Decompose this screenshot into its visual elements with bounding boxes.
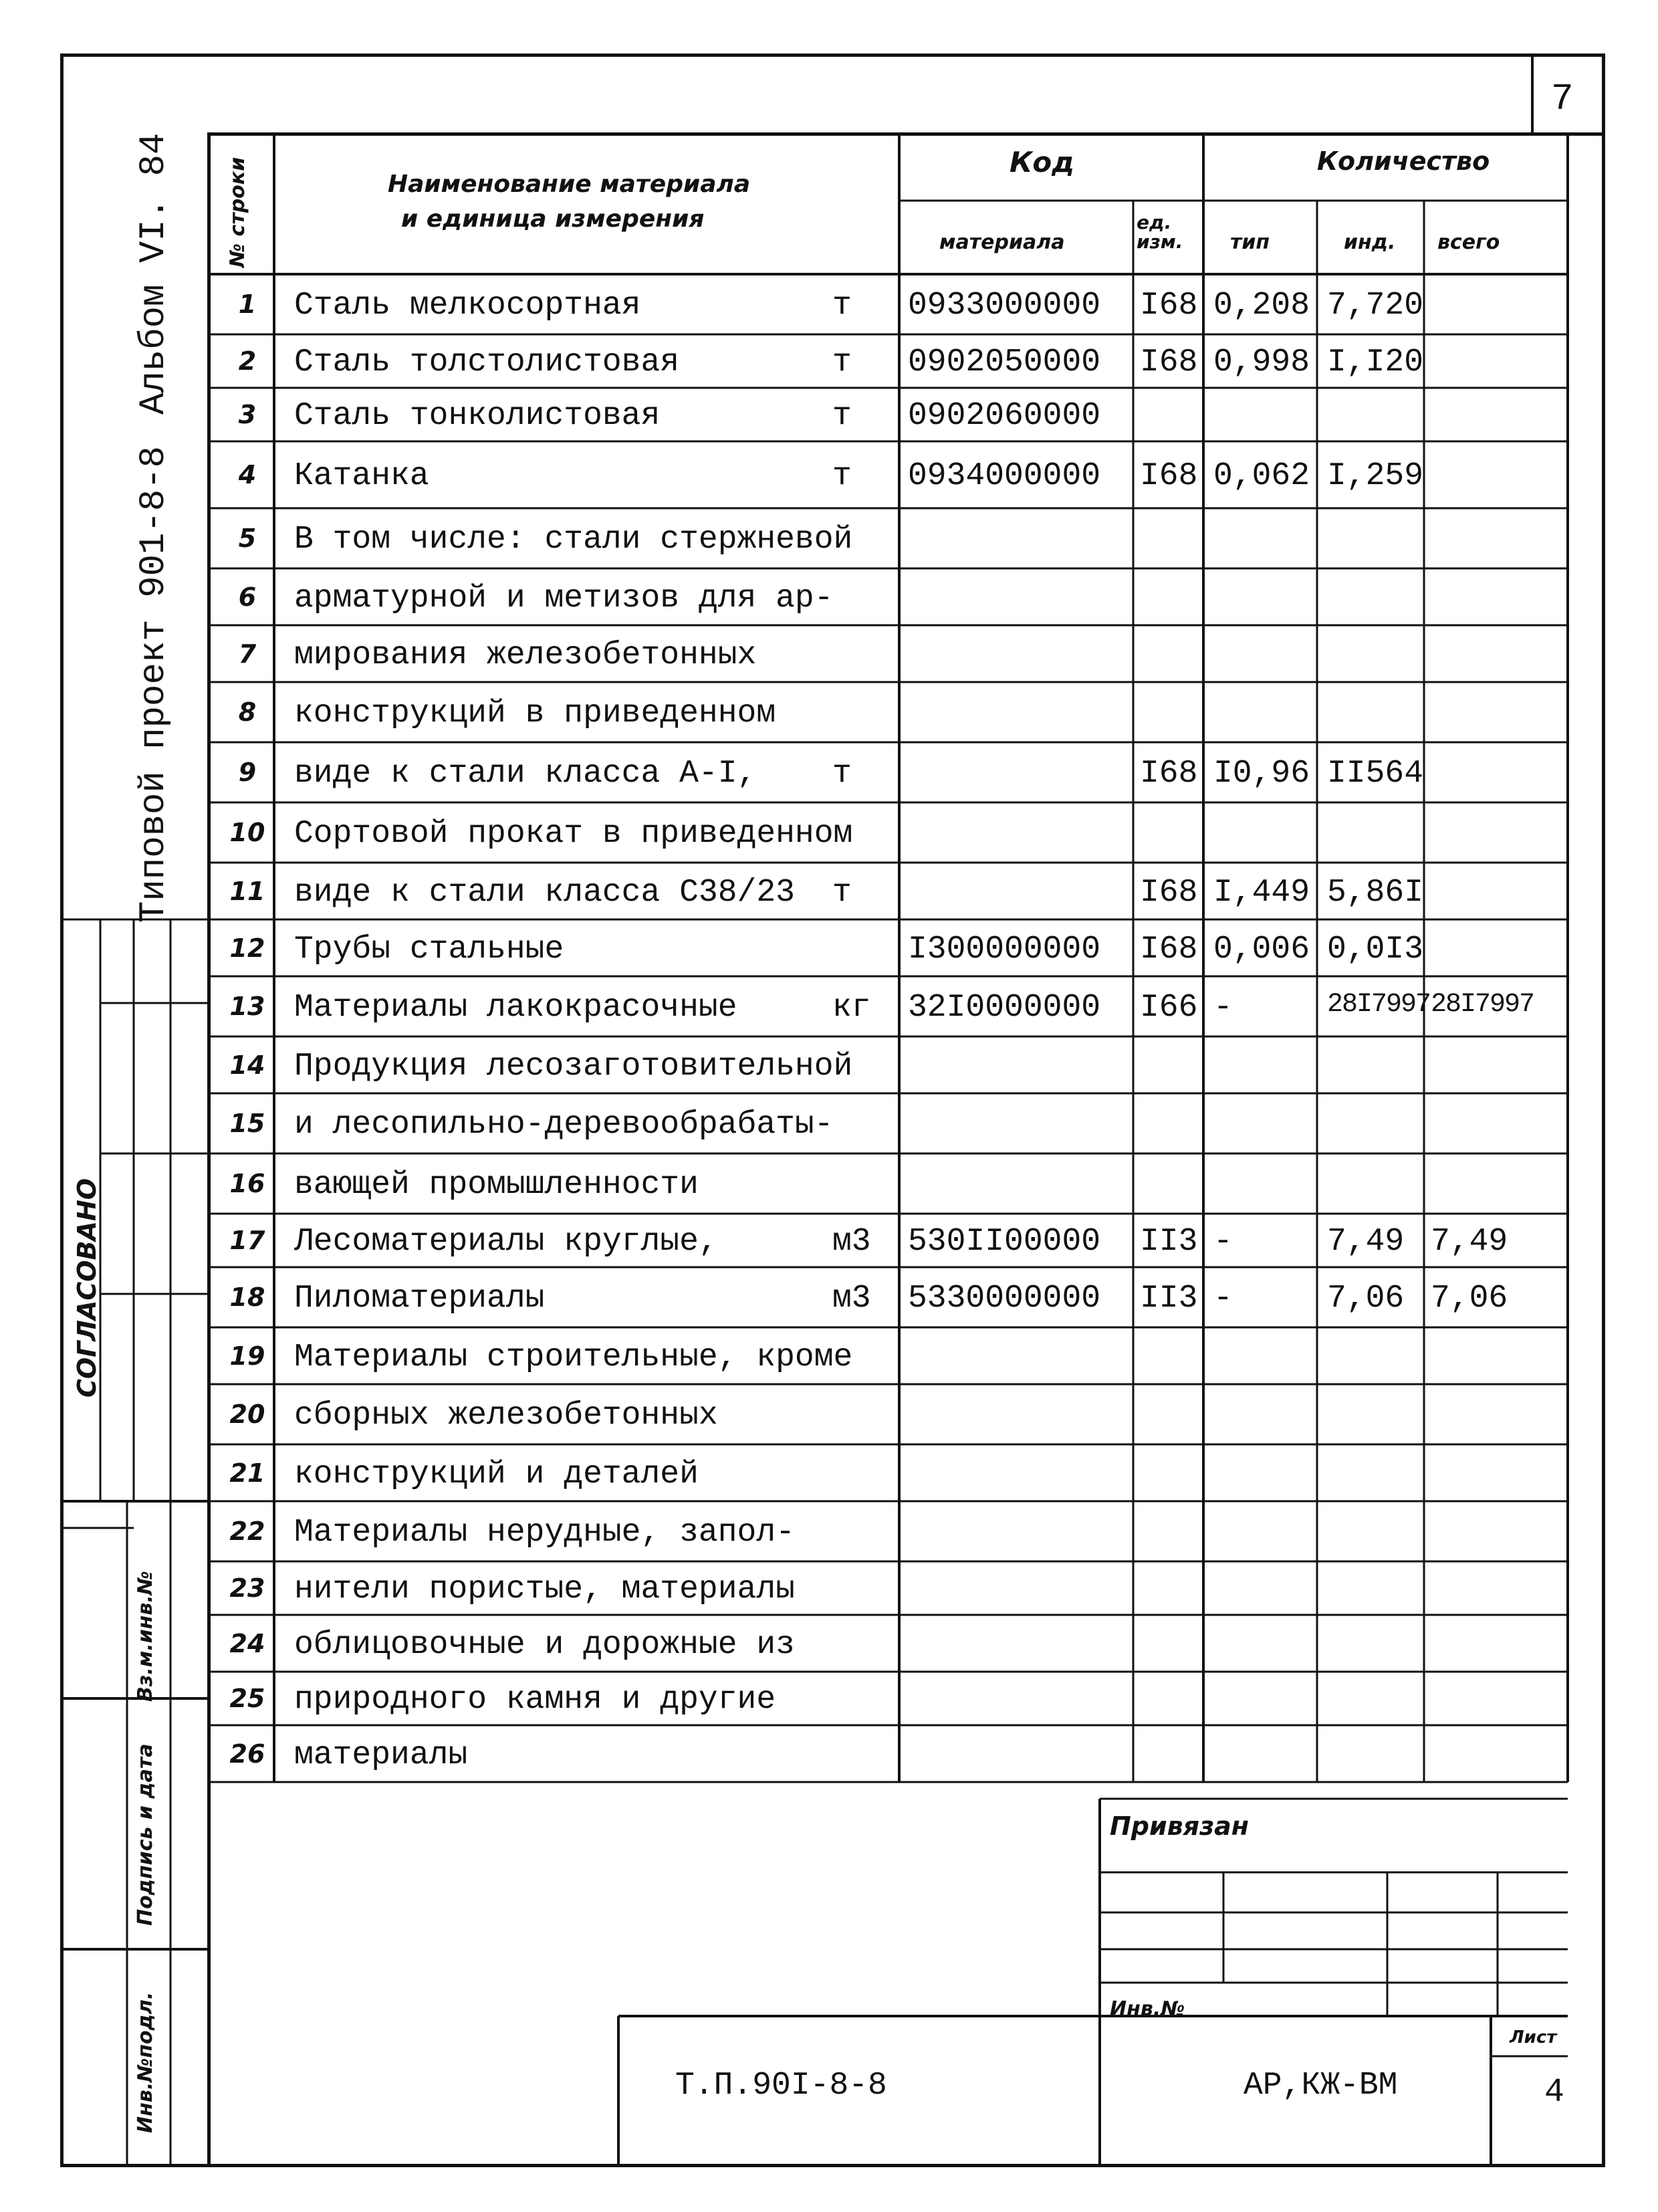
material-name: нители пористые, материалы (294, 1571, 795, 1608)
unit-code: I66 (1140, 990, 1198, 1026)
qty-ind: I,259 (1327, 458, 1424, 494)
material-name: вающей промышленности (294, 1167, 699, 1203)
row-number: 2 (238, 346, 257, 376)
qty-ind: II564 (1327, 756, 1424, 792)
material-code: 0902060000 (908, 398, 1101, 434)
qty-type: 0,998 (1213, 344, 1310, 380)
material-name: конструкций и деталей (294, 1456, 699, 1492)
row-number: 3 (238, 400, 257, 429)
row-number: 24 (229, 1629, 265, 1658)
material-name: В том числе: стали стержневой (294, 522, 853, 558)
header-code-unit: ед. изм. (1137, 211, 1183, 253)
row-number: 8 (238, 697, 257, 727)
header-name-1: Наименование материала (388, 171, 751, 198)
stamp-inv-no: Инв.№ (1110, 1997, 1185, 2021)
material-name: конструкций в приведенном (294, 695, 776, 732)
unit-code: I68 (1140, 288, 1198, 324)
row-number: 10 (229, 818, 265, 847)
page-number: 7 (1551, 78, 1574, 120)
unit: т (832, 344, 852, 380)
qty-type: - (1213, 990, 1233, 1026)
row-number: 16 (229, 1169, 265, 1198)
row-number: 26 (229, 1739, 265, 1769)
material-name: мирования железобетонных (294, 637, 757, 673)
row-number: 7 (238, 639, 257, 669)
row-number: 18 (229, 1283, 265, 1312)
unit-code: II3 (1140, 1224, 1198, 1260)
material-code: 0902050000 (908, 344, 1101, 380)
row-number: 20 (229, 1400, 265, 1429)
qty-total: 7,49 (1431, 1224, 1508, 1260)
material-name: сборных железобетонных (294, 1398, 718, 1434)
unit: кг (832, 990, 871, 1026)
row-number: 23 (229, 1573, 265, 1603)
material-name: Сталь толстолистовая (294, 344, 680, 380)
unit: т (832, 398, 852, 434)
material-name: Сталь тонколистовая (294, 398, 661, 434)
qty-ind: 7,49 (1327, 1224, 1405, 1260)
header-qty-ind: инд. (1344, 231, 1396, 254)
row-number: 4 (238, 460, 257, 489)
material-name: материалы (294, 1737, 468, 1773)
left-stamp-inv-orig: Инв.№подл. (134, 1991, 157, 2133)
unit-code: II3 (1140, 1281, 1198, 1317)
material-code: 0933000000 (908, 288, 1101, 324)
qty-type: 0,006 (1213, 931, 1310, 968)
unit-code: I68 (1140, 875, 1198, 911)
header-qty-type: тип (1230, 231, 1270, 254)
unit: м3 (832, 1281, 871, 1317)
unit: т (832, 288, 852, 324)
row-number: 11 (229, 877, 265, 906)
unit: т (832, 756, 852, 792)
row-number: 14 (229, 1050, 265, 1080)
qty-total: 7,06 (1431, 1281, 1508, 1317)
unit-code: I68 (1140, 458, 1198, 494)
material-name: Сортовой прокат в приведенном (294, 816, 853, 852)
unit-code: I68 (1140, 931, 1198, 968)
row-number: 9 (238, 758, 257, 787)
header-row-no: № строки (226, 156, 249, 267)
qty-type: - (1213, 1224, 1233, 1260)
qty-total: 28I7997 (1431, 990, 1534, 1020)
qty-type: - (1213, 1281, 1233, 1317)
qty-ind: 7,720 (1327, 288, 1424, 324)
material-code: I300000000 (908, 931, 1101, 968)
row-number: 15 (229, 1109, 265, 1138)
unit: т (832, 875, 852, 911)
row-number: 12 (229, 933, 265, 963)
row-number: 1 (238, 290, 257, 319)
material-name: виде к стали класса А-I, (294, 756, 757, 792)
unit-code: I68 (1140, 756, 1198, 792)
stamp-bound: Привязан (1110, 1811, 1250, 1841)
material-name: Пиломатериалы (294, 1281, 545, 1317)
material-code: 0934000000 (908, 458, 1101, 494)
row-number: 21 (229, 1458, 265, 1488)
qty-ind: 0,0I3 (1327, 931, 1424, 968)
row-number: 6 (238, 582, 257, 612)
header-name-2: и единица измерения (401, 205, 705, 233)
material-name: арматурной и метизов для ар- (294, 580, 834, 617)
material-name: и лесопильно-деревообрабаты- (294, 1107, 834, 1143)
qty-ind: 5,86I (1327, 875, 1424, 911)
qty-type: 0,062 (1213, 458, 1310, 494)
row-number: 13 (229, 992, 265, 1021)
material-name: Материалы нерудные, запол- (294, 1515, 795, 1551)
material-name: Продукция лесозаготовительной (294, 1048, 853, 1085)
stamp-sheet-label: Лист (1510, 2027, 1557, 2048)
material-code: 5330000000 (908, 1281, 1101, 1317)
unit: т (832, 458, 852, 494)
material-code: 32I0000000 (908, 990, 1101, 1026)
material-name: природного камня и другие (294, 1682, 776, 1718)
header-quantity: Количество (1317, 146, 1490, 176)
header-code: Код (1010, 146, 1075, 179)
qty-type: I,449 (1213, 875, 1310, 911)
qty-type: 0,208 (1213, 288, 1310, 324)
material-code: 530II00000 (908, 1224, 1101, 1260)
stamp-sheet-number: 4 (1544, 2074, 1565, 2112)
qty-ind: I,I20 (1327, 344, 1424, 380)
left-stamp-agreed: СОГЛАСОВАНО (72, 1178, 102, 1398)
qty-ind: 28I7997 (1327, 990, 1431, 1020)
qty-ind: 7,06 (1327, 1281, 1405, 1317)
material-name: Катанка (294, 458, 429, 494)
row-number: 25 (229, 1684, 265, 1713)
material-name: Лесоматериалы круглые, (294, 1224, 718, 1260)
header-code-material: материала (939, 231, 1065, 254)
header-qty-total: всего (1437, 231, 1500, 254)
row-number: 17 (229, 1226, 265, 1255)
material-name: Трубы стальные (294, 931, 564, 968)
material-name: виде к стали класса С38/23 (294, 875, 795, 911)
material-name: Материалы лакокрасочные (294, 990, 737, 1026)
left-stamp-sign-date: Подпись и дата (134, 1743, 157, 1926)
row-number: 19 (229, 1341, 265, 1371)
unit: м3 (832, 1224, 871, 1260)
side-album: Альбом VI. 84 (134, 132, 174, 415)
material-name: Сталь мелкосортная (294, 288, 641, 324)
row-number: 5 (238, 524, 257, 553)
stamp-doc-code: Т.П.90I-8-8 (675, 2068, 887, 2104)
qty-type: I0,96 (1213, 756, 1310, 792)
left-stamp-vz-inv: Вз.м.инв.№ (134, 1571, 157, 1702)
row-number: 22 (229, 1517, 265, 1546)
unit-code: I68 (1140, 344, 1198, 380)
material-name: Материалы строительные, кроме (294, 1339, 853, 1375)
side-project: Типовой проект 901-8-8 (134, 446, 174, 923)
material-name: облицовочные и дорожные из (294, 1627, 795, 1663)
stamp-section: АР,КЖ-ВМ (1244, 2068, 1398, 2104)
